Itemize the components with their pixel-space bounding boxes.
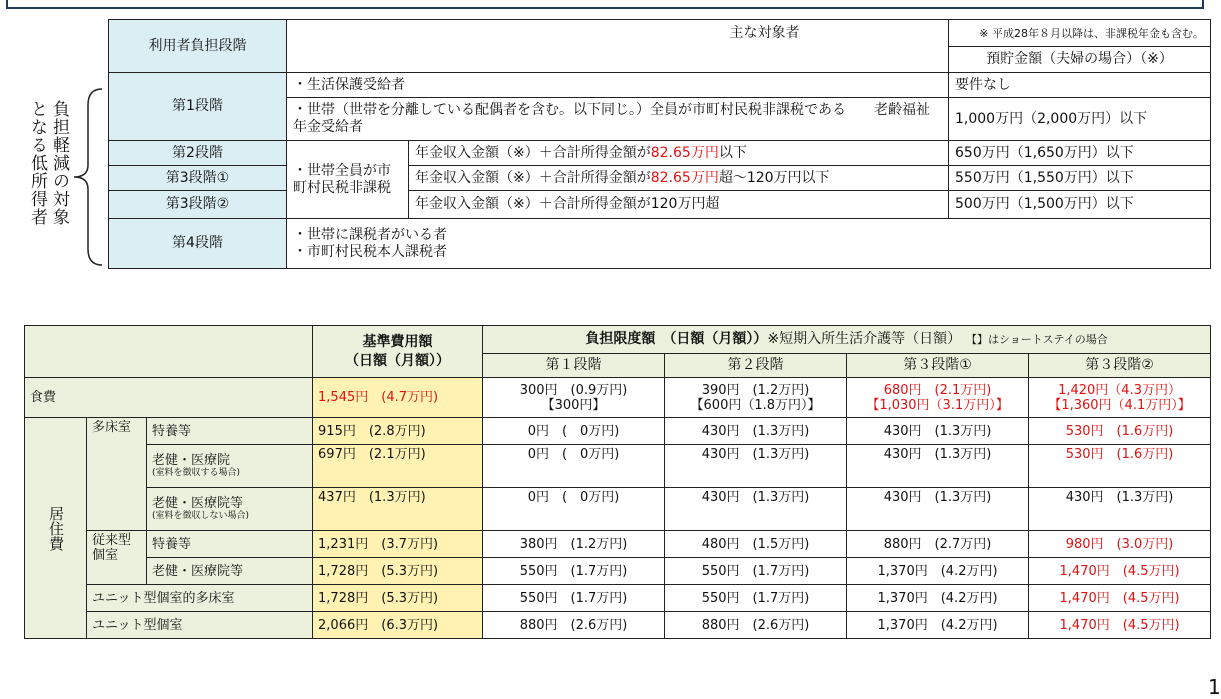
group-juraigata: 従来型個室 xyxy=(87,531,147,585)
base-5: 1,728円 (5.3万円) xyxy=(313,585,483,612)
c4-4: 1,470円 (4.5万円) xyxy=(1029,558,1211,585)
c2-1: 430円 (1.3万円) xyxy=(665,445,847,488)
c1-6: 880円 (2.6万円) xyxy=(483,612,665,639)
c3-4: 1,370円 (4.2万円) xyxy=(847,558,1029,585)
s1b-target: ・世帯（世帯を分離している配偶者を含む。以下同じ。）全員が市町村民税非課税である 老齢福祉年金受給者 xyxy=(287,98,949,141)
header-savings: 預貯金額（夫婦の場合）（※） xyxy=(949,47,1211,73)
sub-3: 特養等 xyxy=(147,531,313,558)
col-stage-3-2: 第３段階② xyxy=(1029,354,1211,378)
s2-savings: 650万円（1,650万円）以下 xyxy=(949,141,1211,166)
sub-2: 老健・医療院等 (室料を徴収しない場合) xyxy=(147,488,313,531)
base-1: 697円 (2.1万円) xyxy=(313,445,483,488)
income-stage-table xyxy=(108,19,1211,269)
row-food: 食費 xyxy=(25,378,313,418)
c1-2: 0円 ( 0万円) xyxy=(483,488,665,531)
page-number: 1 xyxy=(1208,675,1221,699)
stage-3-2: 第3段階② xyxy=(109,191,287,219)
row-housing: 居住費 xyxy=(25,418,87,639)
c3-3: 880円 (2.7万円) xyxy=(847,531,1029,558)
sub-5: ユニット型個室的多床室 xyxy=(87,585,313,612)
brace-icon xyxy=(70,87,106,267)
c2-0: 430円 (1.3万円) xyxy=(665,418,847,445)
s32-savings: 500万円（1,500万円）以下 xyxy=(949,191,1211,219)
s1b-savings: 1,000万円（2,000万円）以下 xyxy=(949,98,1211,141)
col-stage-3-1: 第３段階① xyxy=(847,354,1029,378)
c4-0: 530円 (1.6万円) xyxy=(1029,418,1211,445)
header-limit: 負担限度額 （日額（月額））※短期入所生活介護等（日額） 【】はショートステイの場合 xyxy=(483,326,1211,354)
sub-1: 老健・医療院 (室料を徴収する場合) xyxy=(147,445,313,488)
col-stage-1: 第１段階 xyxy=(483,354,665,378)
c4-3: 980円 (3.0万円) xyxy=(1029,531,1211,558)
food-c3: 680円 (2.1万円) 【1,030円（3.1万円）】 xyxy=(847,378,1029,418)
c1-5: 550円 (1.7万円) xyxy=(483,585,665,612)
base-3: 1,231円 (3.7万円) xyxy=(313,531,483,558)
c4-1: 530円 (1.6万円) xyxy=(1029,445,1211,488)
stage-3-1: 第3段階① xyxy=(109,166,287,191)
food-c2: 390円 (1.2万円) 【600円（1.8万円）】 xyxy=(665,378,847,418)
base-0: 915円 (2.8万円) xyxy=(313,418,483,445)
c2-3: 480円 (1.5万円) xyxy=(665,531,847,558)
s4-target: ・世帯に課税者がいる者 ・市町村民税本人課税者 xyxy=(287,219,1211,269)
s1a-savings: 要件なし xyxy=(949,73,1211,98)
s32-target: 年金収入金額（※）＋合計所得金額が120万円超 xyxy=(409,191,949,219)
c4-2: 430円 (1.3万円) xyxy=(1029,488,1211,531)
header-target: 主な対象者 xyxy=(287,20,949,47)
top-frame xyxy=(6,0,1204,9)
c3-1: 430円 (1.3万円) xyxy=(847,445,1029,488)
sub-0: 特養等 xyxy=(147,418,313,445)
c2-5: 550円 (1.7万円) xyxy=(665,585,847,612)
sub-6: ユニット型個室 xyxy=(87,612,313,639)
header-stage: 利用者負担段階 xyxy=(109,20,287,73)
header-corner xyxy=(25,326,313,378)
c1-3: 380円 (1.2万円) xyxy=(483,531,665,558)
c4-5: 1,470円 (4.5万円) xyxy=(1029,585,1211,612)
s31-target: 年金収入金額（※）＋合計所得金額が82.65万円超～120万円以下 xyxy=(409,166,949,191)
food-base: 1,545円 (4.7万円) xyxy=(313,378,483,418)
header-blank xyxy=(287,47,949,73)
header-note: ※ 平成28年８月以降は、非課税年金も含む。 xyxy=(949,20,1211,47)
c1-0: 0円 ( 0万円) xyxy=(483,418,665,445)
food-c1: 300円 (0.9万円) 【300円】 xyxy=(483,378,665,418)
food-c4: 1,420円（4.3万円） 【1,360円（4.1万円）】 xyxy=(1029,378,1211,418)
c3-5: 1,370円 (4.2万円) xyxy=(847,585,1029,612)
col-stage-2: 第２段階 xyxy=(665,354,847,378)
stage-1: 第1段階 xyxy=(109,73,287,141)
c1-4: 550円 (1.7万円) xyxy=(483,558,665,585)
s1a-target: ・生活保護受給者 xyxy=(287,73,949,98)
base-6: 2,066円 (6.3万円) xyxy=(313,612,483,639)
c1-1: 0円 ( 0万円) xyxy=(483,445,665,488)
sub-4: 老健・医療院等 xyxy=(147,558,313,585)
group-label: ・世帯全員が市町村民税非課税 xyxy=(287,141,409,219)
s2-target: 年金収入金額（※）＋合計所得金額が82.65万円以下 xyxy=(409,141,949,166)
stage-2: 第2段階 xyxy=(109,141,287,166)
base-2: 437円 (1.3万円) xyxy=(313,488,483,531)
cost-limit-table xyxy=(24,325,1211,639)
c4-6: 1,470円 (4.5万円) xyxy=(1029,612,1211,639)
c2-4: 550円 (1.7万円) xyxy=(665,558,847,585)
group-tashoshitsu: 多床室 xyxy=(87,418,147,531)
stage-4: 第4段階 xyxy=(109,219,287,269)
c2-6: 880円 (2.6万円) xyxy=(665,612,847,639)
header-base-cost: 基準費用額 （日額（月額）） xyxy=(313,326,483,378)
c3-2: 430円 (1.3万円) xyxy=(847,488,1029,531)
base-4: 1,728円 (5.3万円) xyxy=(313,558,483,585)
c3-6: 1,370円 (4.2万円) xyxy=(847,612,1029,639)
c2-2: 430円 (1.3万円) xyxy=(665,488,847,531)
c3-0: 430円 (1.3万円) xyxy=(847,418,1029,445)
side-label: 負担軽減の対象となる低所得者 xyxy=(27,100,69,226)
s31-savings: 550万円（1,550万円）以下 xyxy=(949,166,1211,191)
